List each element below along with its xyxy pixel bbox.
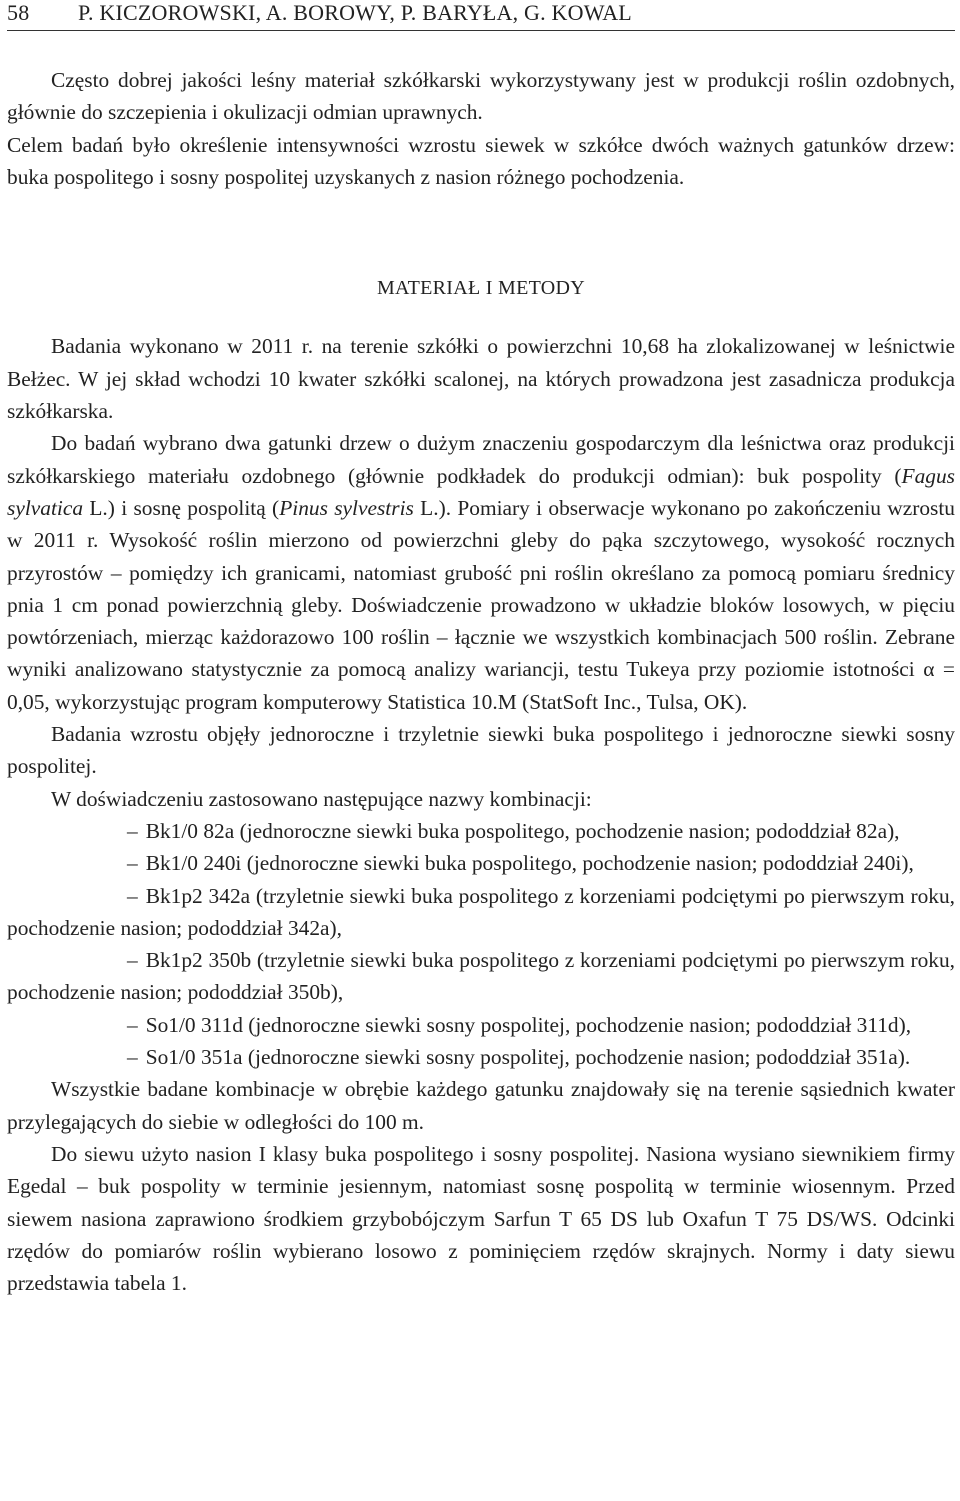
methods-paragraph-6: Do siewu użyto nasion I klasy buka pospolitego i sosny pospolitej. Nasiona wysiano siewnikiem firmy Egedal – buk pospolity w terminie jesiennym, natomiast sosnę pospolitą w terminie wiosennym. Przed siewem nasiona zaprawiono środkiem grzybobójczym Sarfun T 65 DS lub Oxafun T 75 DS/WS. Odcinki rzędów do pomiarów roślin wybierano losowo z pominięciem rzędów skrajnych. Normy i daty siewu przedstawia tabela 1.	[7, 1141, 955, 1296]
page-number: 58	[7, 0, 30, 25]
combination-list-item	[7, 944, 955, 1009]
methods-paragraph-4: W doświadczeniu zastosowano następujące nazwy kombinacji:	[51, 786, 592, 811]
combination-text: Bk1/0 240i (jednoroczne siewki buka pospolitego, pochodzenie nasion; pododdział 240i),	[145, 851, 914, 876]
combination-text: So1/0 311d (jednoroczne siewki sosny pospolitej, pochodzenie nasion; pododdział 311d),	[145, 1012, 912, 1037]
list-dash: –	[127, 1045, 138, 1070]
combination-list-item	[7, 815, 955, 847]
methods-paragraph-2-text-b: L.) i sosnę pospolitą (	[83, 495, 280, 520]
running-header	[7, 0, 955, 31]
combination-list-item	[7, 1041, 955, 1073]
running-head-authors: P. KICZOROWSKI, A. BOROWY, P. BARYŁA, G. KOWAL	[78, 0, 632, 25]
document-page	[7, 0, 955, 1299]
methods-paragraph-3: Badania wzrostu objęły jednoroczne i trzyletnie siewki buka pospolitego i jednoroczne siewki sosny pospolitej.	[7, 722, 955, 779]
intro-paragraph-2: Celem badań było określenie intensywności wzrostu siewek w szkółce dwóch ważnych gatunków drzew: buka pospolitego i sosny pospolitej uzyskanych z nasion różnego pochodzenia.	[7, 132, 955, 189]
methods-paragraph-2-text-c: L.). Pomiary i obserwacje wykonano po zakończeniu wzrostu w 2011 r. Wysokość roślin mierzono od powierzchni gleby do pąka szczytowego, wysokość rocznych przyrostów – pomiędzy ich granicami, natomiast grubość pni roślin określano za pomocą pomiaru średnicy pnia 1 cm ponad powierzchnią gleby. Doświadczenie prowadzono w układzie bloków losowych, w pięciu powtórzeniach, mierząc każdorazowo 100 roślin – łącznie we wszystkich kombinacjach 500 roślin. Zebrane wyniki analizowano statystycznie za pomocą analizy wariancji, testu Tukeya przy poziomie istotności α = 0,05, wykorzystując program komputerowy Statistica 10.M (StatSoft Inc., Tulsa, OK).	[7, 495, 956, 714]
list-dash: –	[127, 883, 138, 908]
methods-paragraph-5: Wszystkie badane kombinacje w obrębie każdego gatunku znajdowały się na terenie sąsiednich kwater przylegających do siebie w odległości do 100 m.	[7, 1077, 955, 1134]
methods-paragraph-2-text-a: Do badań wybrano dwa gatunki drzew o dużym znaczeniu gospodarczym dla leśnictwa oraz produkcji szkółkarskiego materiału ozdobnego (głównie podkładek do produkcji odmian): buk pospolity (	[7, 431, 955, 488]
combination-list-item	[7, 1009, 955, 1041]
species-name-fagus: Fagus sylvatica	[7, 463, 955, 520]
combination-list-item	[7, 847, 955, 879]
list-dash: –	[127, 1012, 138, 1037]
combination-text: Bk1p2 350b (trzyletnie siewki buka pospolitego z korzeniami podciętymi po pierwszym roku, pochodzenie nasion; pododdział 350b),	[7, 948, 955, 1005]
combination-text: Bk1/0 82a (jednoroczne siewki buka pospolitego, pochodzenie nasion; pododdział 82a),	[145, 818, 900, 843]
section-heading-methods: MATERIAŁ I METODY	[376, 277, 586, 300]
methods-paragraph-2	[7, 427, 955, 718]
intro-paragraph-1: Często dobrej jakości leśny materiał szkółkarski wykorzystywany jest w produkcji roślin ozdobnych, głównie do szczepienia i okulizacji odmian uprawnych.	[7, 68, 955, 125]
species-name-pinus: Pinus sylvestris	[279, 495, 414, 520]
combination-list-item	[7, 880, 955, 945]
list-dash: –	[127, 851, 138, 876]
article-body	[7, 64, 955, 1299]
list-dash: –	[127, 818, 138, 843]
combination-text: Bk1p2 342a (trzyletnie siewki buka pospolitego z korzeniami podciętymi po pierwszym roku, pochodzenie nasion; pododdział 342a),	[7, 883, 955, 940]
list-dash: –	[127, 948, 138, 973]
methods-paragraph-1: Badania wykonano w 2011 r. na terenie szkółki o powierzchni 10,68 ha zlokalizowanej w leśnictwie Bełżec. W jej skład wchodzi 10 kwater szkółki scalonej, na których prowadzona jest zasadnicza produkcja szkółkarska.	[7, 334, 955, 424]
combination-text: So1/0 351a (jednoroczne siewki sosny pospolitej, pochodzenie nasion; pododdział 351a).	[145, 1045, 911, 1070]
